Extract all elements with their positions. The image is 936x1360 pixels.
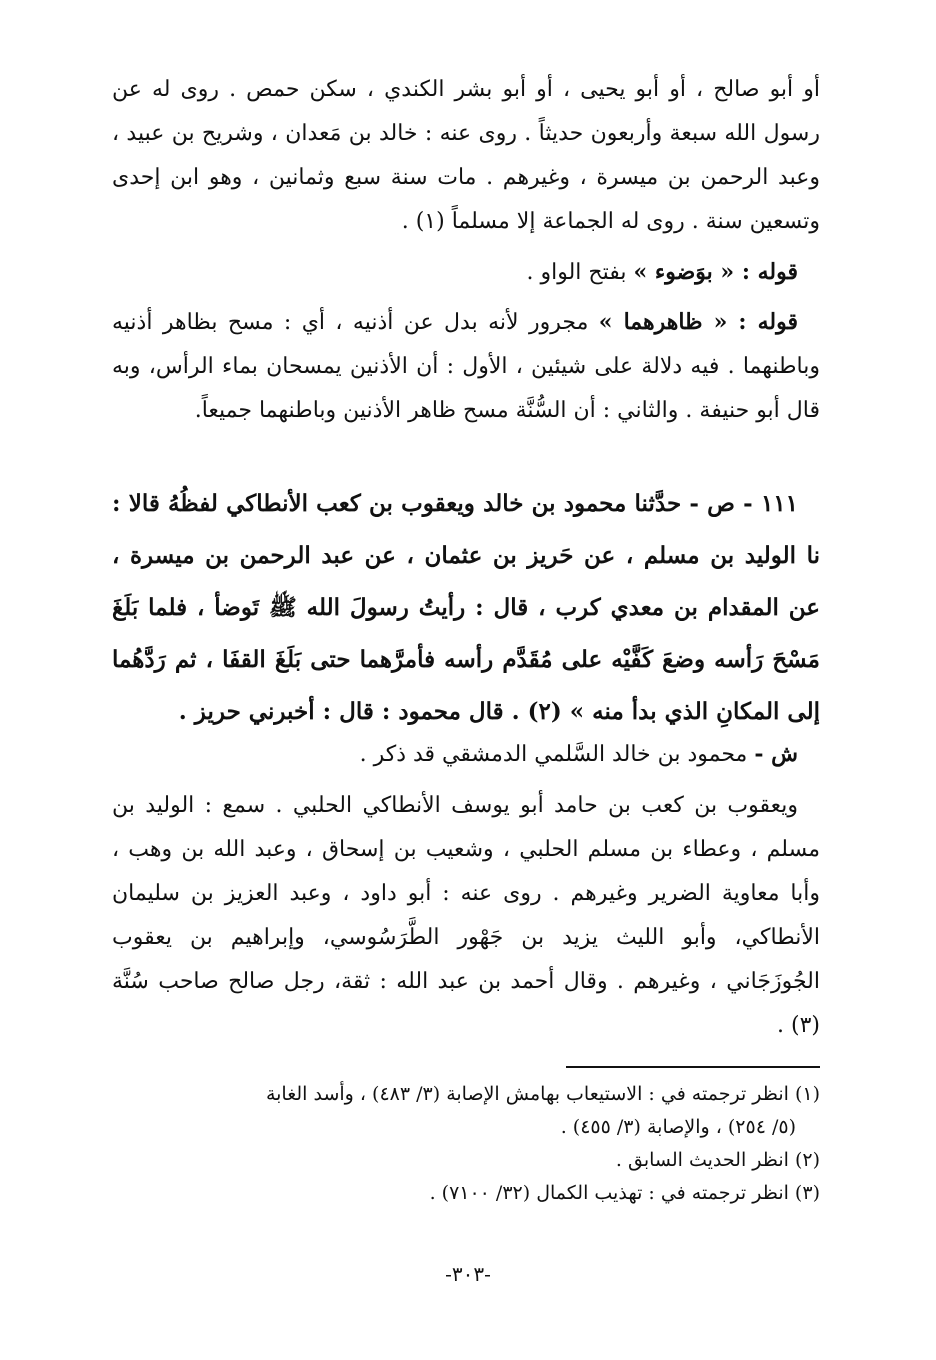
- paragraph-narrator-bio: [112, 68, 820, 244]
- paragraph-commentary-wudu: [112, 250, 820, 295]
- commentary-lead: قوله : « بوَضوء »: [633, 259, 798, 285]
- sharh-lead: ش -: [754, 741, 798, 767]
- paragraph-text: أو أبو صالح ، أو أبو يحيى ، أو أبو بشر الكندي ، سكن حمص . روى له عن رسول الله سبعة وأربعون حديثاً . روى عنه : خالد بن مَعدان ، وشريح بن عبيد ، وعبد الرحمن بن ميسرة ، وغيرهم . مات سنة سبع وثمانين ، وهو ابن إحدى وتسعين سنة . روى له الجماعة إلا مسلماً (١) .: [112, 77, 820, 234]
- footnote-1: (١) انظر ترجمته في : الاستيعاب بهامش الإصابة (٣/ ٤٨٣) ، وأسد الغابة: [265, 1083, 820, 1105]
- paragraph-yaqub-bio: [112, 784, 820, 1048]
- sharh-text: محمود بن خالد السَّلمي الدمشقي قد ذكر .: [359, 742, 755, 767]
- hadith-text: ١١١ - ص - حدَّثنا محمود بن خالد ويعقوب بن كعب الأنطاكي لفظُهُ قالا : نا الوليد بن مسلم ، عن حَريز بن عثمان ، عن عبد الرحمن بن ميسرة ، عن المقدام بن معدي كرب ، قال : رأيتُ رسولَ الله ﷺ تَوضأ ، فلما بَلَغَ مَسْحَ رَأسه وضعَ كَفَّيْه على مُقَدَّم رأسه فأمرَّهما حتى بَلَغَ القفَا ، ثم رَدَّهُما إلى المكانِ الذي بدأ منه » (٢) . قال محمود : قال : أخبرني حريز .: [112, 490, 820, 725]
- footnote-divider: [566, 1066, 820, 1068]
- footnotes: [112, 1078, 820, 1210]
- footnote-3: (٣) انظر ترجمته في : تهذيب الكمال (٣٢/ ٧١٠٠) .: [429, 1182, 820, 1204]
- commentary-text: بفتح الواو .: [526, 260, 634, 285]
- footnote-2: (٢) انظر الحديث السابق .: [615, 1149, 820, 1171]
- paragraph-text: ويعقوب بن كعب بن حامد أبو يوسف الأنطاكي الحلبي . سمع : الوليد بن مسلم ، وعطاء بن مسلم الحلبي ، وشعيب بن إسحاق ، وعبد الله بن وهب ، وأبا معاوية الضرير وغيرهم . روى عنه : أبو داود ، وعبد العزيز بن سليمان الأنطاكي، وأبو الليث يزيد بن جَهْور الطَّرَسُوسي، وإبراهيم بن يعقوب الجُوزَجَاني ، وغيرهم . وقال أحمد بن عبد الله : ثقة، رجل صالح صاحب سُنَّة (٣) .: [112, 793, 820, 1038]
- commentary-text: مجرور لأنه بدل عن أذنيه ، أي : مسح بظاهر أذنيه وباطنهما . فيه دلالة على شيئين ، الأول : أن الأذنين يمسحان بماء الرأس، وبه قال أبو حنيفة . والثاني : أن السُّنَّة مسح ظاهر الأذنين وباطنهما جميعاً.: [112, 310, 820, 423]
- commentary-lead: قوله : « ظاهرهما »: [598, 309, 798, 335]
- footnote-1-continuation: (٥/ ٢٥٤) ، والإصابة (٣/ ٤٥٥) .: [560, 1116, 796, 1138]
- hadith-111: [112, 478, 820, 738]
- paragraph-commentary-ears: [112, 300, 820, 433]
- paragraph-sharh: [112, 732, 820, 777]
- page-number: -٣٠٣-: [445, 1262, 491, 1286]
